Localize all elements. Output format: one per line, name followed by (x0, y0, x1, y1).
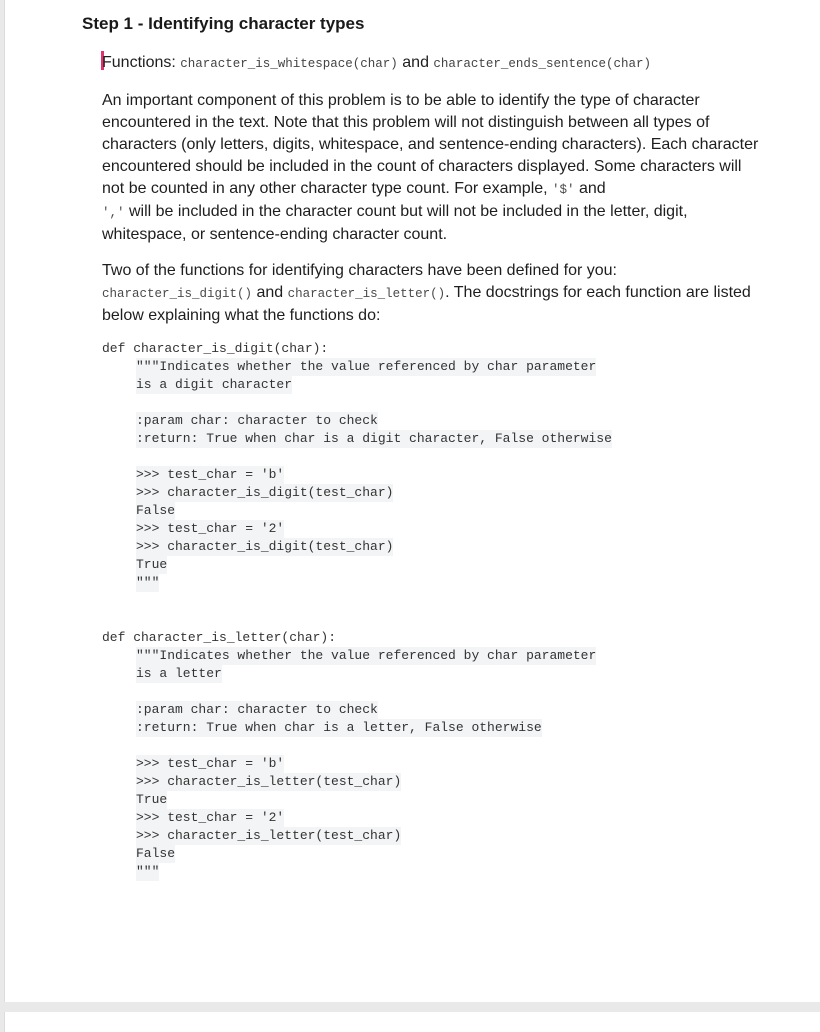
functions-label: Functions: (102, 54, 176, 71)
next-page-edge (4, 1012, 820, 1032)
code-line: >>> character_is_letter(test_char) (136, 828, 402, 843)
code-line: >>> test_char = '2' (136, 810, 285, 825)
code-line: >>> test_char = 'b' (136, 756, 285, 771)
dollar-example: '$' (552, 183, 575, 197)
letter-code-block (102, 629, 596, 881)
intro-text: An important component of this problem is to be able to identify the type of character encountered in the text. Note that this problem will not distinguish between all types of characters (only letters, digits, whitespace, and sentence-ending characters). Each character encountered should be included in the count of characters displayed. Some characters will not be counted in any other character type count. For example, (102, 92, 759, 197)
function-ends-sentence-name: character_ends_sentence(char) (433, 57, 651, 71)
code-line: def character_is_letter(char): (102, 630, 337, 645)
and-word-2: and (256, 284, 284, 301)
code-line: True (136, 792, 168, 807)
code-line: :return: True when char is a letter, False otherwise (136, 720, 542, 735)
code-line: is a digit character (136, 377, 293, 392)
document-page (4, 0, 820, 1002)
code-line: >>> character_is_digit(test_char) (136, 485, 394, 500)
functions-intro: Two of the functions for identifying characters have been defined for you: (102, 262, 617, 279)
and-text: and (574, 180, 606, 197)
digit-code-block (102, 340, 612, 592)
code-line: """ (136, 864, 160, 879)
code-line: :param char: character to check (136, 413, 378, 428)
comma-example: ',' (102, 206, 125, 220)
code-line: def character_is_digit(char): (102, 341, 329, 356)
intro-paragraph (102, 90, 762, 246)
code-line: :param char: character to check (136, 702, 378, 717)
step-title: Step 1 - Identifying character types (82, 14, 365, 33)
code-line: """Indicates whether the value referenced by char parameter (136, 359, 597, 374)
functions-text-end: . The docstrings for each function are listed below explaining what the functions do: (102, 284, 751, 324)
code-line: :return: True when char is a digit character, False otherwise (136, 431, 612, 446)
code-line: """Indicates whether the value referenced by char parameter (136, 648, 597, 663)
code-line: >>> test_char = '2' (136, 521, 285, 536)
code-line: """ (136, 575, 160, 590)
functions-paragraph (102, 260, 762, 327)
digit-function-inline: character_is_digit() (102, 287, 253, 301)
intro-text-end: will be included in the character count but will not be included in the letter, digit, whitespace, or sentence-ending character count. (102, 203, 688, 243)
functions-line (101, 51, 651, 72)
code-line: True (136, 557, 168, 572)
letter-function-inline: character_is_letter() (287, 287, 446, 301)
function-whitespace-name: character_is_whitespace(char) (180, 57, 398, 71)
and-word: and (402, 54, 429, 71)
code-line: >>> character_is_digit(test_char) (136, 539, 394, 554)
code-line: >>> character_is_letter(test_char) (136, 774, 402, 789)
code-line: >>> test_char = 'b' (136, 467, 285, 482)
code-line: False (136, 846, 176, 861)
code-line: False (136, 503, 176, 518)
code-line: is a letter (136, 666, 222, 681)
